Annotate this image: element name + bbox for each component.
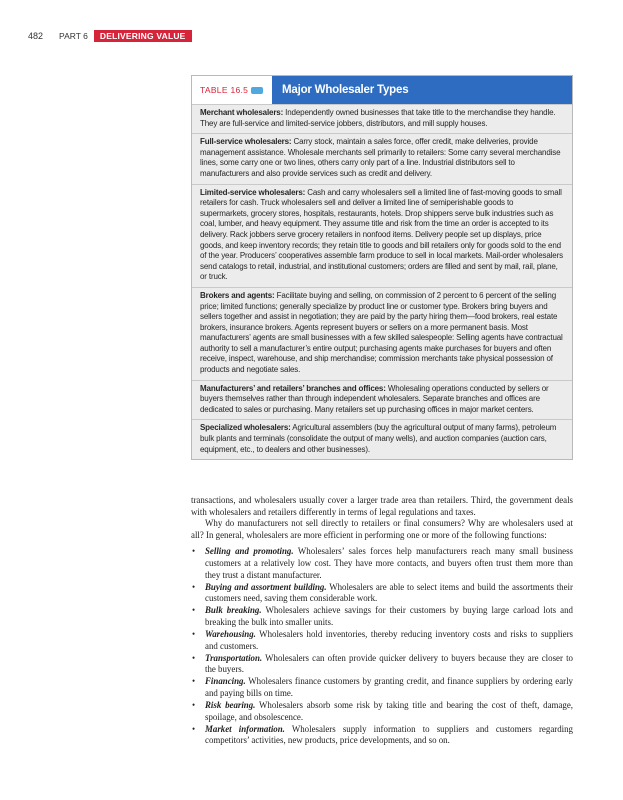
list-item	[191, 653, 573, 676]
table-title: Major Wholesaler Types	[272, 76, 572, 104]
list-item	[191, 724, 573, 747]
row-text: Independently owned businesses that take title to the merchandise they handle. They are full-service and limited-service jobbers, distributors, and mill supply houses.	[200, 108, 556, 128]
table-tag-icon	[251, 87, 263, 94]
section-label: DELIVERING VALUE	[94, 30, 192, 42]
part-label: PART 6	[59, 31, 88, 41]
row-text: Agricultural assemblers (buy the agricultural output of many farms), petroleum bulk plants and terminals (consolidate the output of many wells), and auction companies (auction cars, equipment, etc., to dealers and other businesses).	[200, 423, 557, 454]
body-text	[191, 495, 573, 747]
item-text: Wholesalers achieve savings for their customers by buying large carload lots and breaking the bulk into smaller units.	[205, 605, 573, 627]
function-list	[191, 546, 573, 747]
table-number	[192, 76, 272, 104]
paragraph: Why do manufacturers not sell directly to retailers or final consumers? Why are wholesalers used at all? In general, wholesalers are more efficient in performing one or more of the following functions:	[191, 518, 573, 540]
item-text: Wholesalers finance customers by granting credit, and finance suppliers by ordering early and paying bills on time.	[205, 676, 573, 698]
wholesaler-types-table	[191, 75, 573, 460]
table-row	[192, 380, 572, 420]
item-text: Wholesalers supply information to suppliers and customers regarding competitors’ activities, new products, price developments, and so on.	[205, 723, 573, 746]
item-lead: Financing.	[205, 676, 246, 687]
list-item	[191, 676, 573, 699]
list-item	[191, 700, 573, 723]
item-lead: Warehousing.	[205, 629, 256, 640]
table-row	[192, 104, 572, 133]
table-header	[192, 76, 572, 104]
page-header	[28, 30, 192, 42]
item-text: Wholesalers absorb some risk by taking title and bearing the cost of theft, damage, spoilage, and obsolescence.	[205, 700, 573, 722]
row-term: Merchant wholesalers:	[200, 108, 284, 117]
item-text: Wholesalers are able to select items and build the assortments their customers need, saving them considerable work.	[205, 581, 573, 604]
row-term: Manufacturers’ and retailers’ branches and offices:	[200, 383, 386, 393]
list-item	[191, 605, 573, 628]
bullet-icon: •	[192, 723, 196, 734]
bullet-icon: •	[192, 652, 196, 663]
list-item	[191, 629, 573, 652]
item-text: Wholesalers’ sales forces help manufacturers reach many small business customers at a relatively low cost. They have more contacts, and buyers often trust them more than they trust a distant manufacturer.	[205, 546, 573, 580]
item-lead: Risk bearing.	[205, 700, 256, 711]
item-lead: Transportation.	[205, 652, 263, 663]
bullet-icon: •	[192, 676, 196, 687]
row-term: Brokers and agents:	[200, 290, 275, 300]
row-text: Wholesaling operations conducted by sellers or buyers themselves rather than through independent wholesalers. Separate branches and offices are dedicated to sales or purchasing. Many retailers set up purchasing offices in major market centers.	[200, 383, 549, 414]
item-lead: Selling and promoting.	[205, 546, 294, 557]
item-lead: Market information.	[205, 723, 285, 734]
item-text: Wholesalers can often provide quicker delivery to buyers because they are closer to the buyers.	[205, 652, 573, 675]
item-text: Wholesalers hold inventories, thereby reducing inventory costs and risks to suppliers and customers.	[205, 629, 573, 651]
row-text: Carry stock, maintain a sales force, offer credit, make deliveries, provide management assistance. Wholesale merchants sell primarily to retailers: Some carry several merchandise lines, some carry one or two lines, others carry only part of a line. Industrial distributors sell to manufacturers and also provide services such as credit and delivery.	[200, 137, 561, 178]
list-item	[191, 546, 573, 581]
bullet-icon: •	[192, 700, 196, 711]
item-lead: Buying and assortment building.	[205, 581, 327, 592]
table-number-label: TABLE 16.5	[200, 85, 249, 95]
paragraph: transactions, and wholesalers usually cover a larger trade area than retailers. Third, the government deals with wholesalers and retailers differently in terms of legal regulations and taxes.	[191, 495, 573, 517]
table-row	[192, 133, 572, 183]
bullet-icon: •	[192, 546, 196, 557]
table-row	[192, 184, 572, 287]
bullet-icon: •	[192, 629, 196, 640]
table-row	[192, 287, 572, 380]
table-row	[192, 419, 572, 459]
bullet-icon: •	[192, 605, 196, 616]
row-term: Specialized wholesalers:	[200, 423, 291, 433]
row-term: Full-service wholesalers:	[200, 137, 292, 147]
row-text: Cash and carry wholesalers sell a limited line of fast-moving goods to small retailers for cash. Truck wholesalers sell and deliver a limited line of semiperishable goods to supermarkets, grocery stores, hospitals, restaurants, hotels. Drop shippers serve bulk industries such as coal, lumber, and heavy equipment. They assume title and risk from the time an order is accepted to its delivery. Rack jobbers serve grocery retailers in nonfood items. Delivery people set up displays, price goods, and keep inventory records; they retain title to goods and bill retailers only for goods sold to the end of the year. Producers’ cooperatives assemble farm produce to sell in local markets. Mail-order wholesalers send catalogs to retail, industrial, and institutional customers; orders are filled and sent by mail, rail, plane, or truck.	[200, 187, 563, 282]
list-item	[191, 582, 573, 605]
page-number: 482	[28, 31, 44, 41]
bullet-icon: •	[192, 581, 196, 592]
row-term: Limited-service wholesalers:	[200, 187, 306, 197]
item-lead: Bulk breaking.	[205, 605, 262, 616]
row-text: Facilitate buying and selling, on commission of 2 percent to 6 percent of the selling price; limited functions; generally specialize by product line or customer type. Brokers bring buyers and sellers together and assist in negotiation; they are paid by the party hiring them—food brokers, real estate brokers, insurance brokers. Agents represent buyers or sellers on a more permanent basis. Most manufacturers’ agents are small businesses with a few skilled salespeople: Selling agents have contractual authority to sell a manufacturer’s entire output; purchasing agents make purchases for buyers and often receive, inspect, warehouse, and ship merchandise; commission merchants take physical possession of products and negotiate sales.	[200, 290, 563, 375]
